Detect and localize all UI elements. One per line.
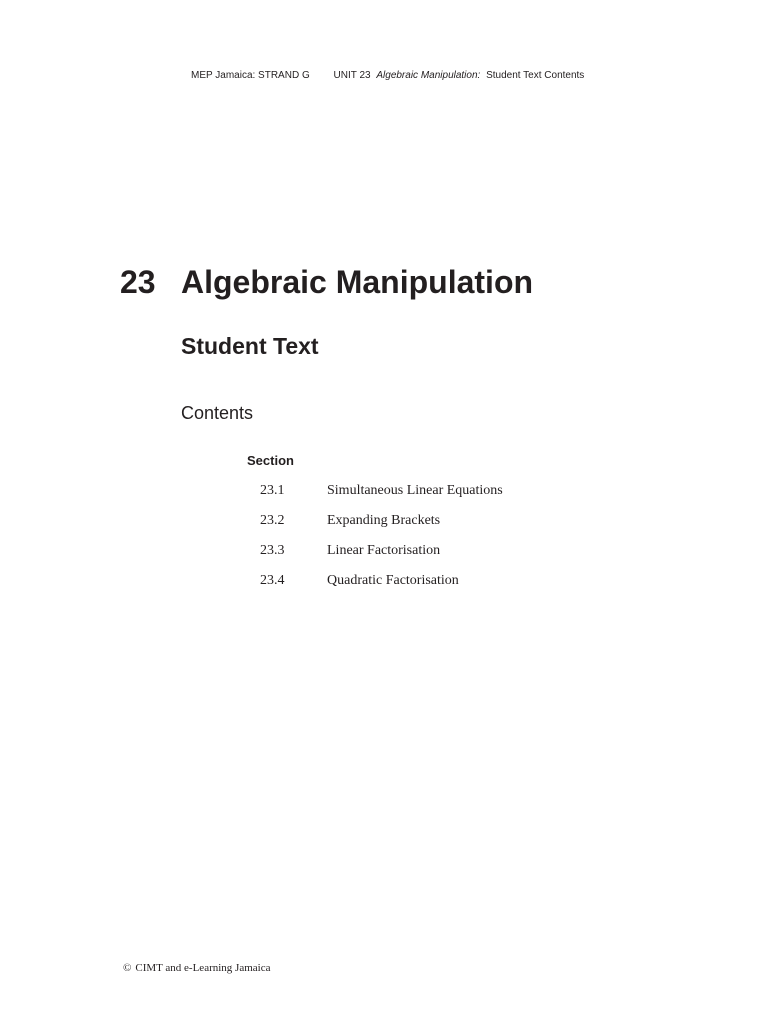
- toc-entry[interactable]: [260, 542, 503, 572]
- toc-section-title: Quadratic Factorisation: [327, 573, 459, 588]
- toc-section-number: 23.4: [260, 573, 285, 588]
- copyright-text: CIMT and e-Learning Jamaica: [135, 962, 271, 974]
- copyright-symbol: ©: [123, 962, 132, 974]
- header-suffix: Student Text Contents: [486, 70, 585, 81]
- section-column-heading: Section: [247, 453, 294, 468]
- toc-section-title: Expanding Brackets: [327, 513, 441, 528]
- toc-entry[interactable]: [260, 482, 503, 512]
- header-strand: MEP Jamaica: STRAND G: [191, 70, 310, 81]
- toc-section-number: 23.1: [260, 483, 285, 498]
- header-unit: UNIT 23: [333, 70, 371, 81]
- running-header: [191, 70, 584, 81]
- contents-heading: Contents: [181, 403, 254, 423]
- copyright-footer: [123, 962, 270, 974]
- toc-entry[interactable]: [260, 572, 503, 602]
- toc-section-number: 23.2: [260, 513, 285, 528]
- toc-entry[interactable]: [260, 512, 503, 542]
- page-title: Algebraic Manipulation: [181, 264, 534, 300]
- unit-number: 23: [120, 264, 156, 300]
- toc-section-number: 23.3: [260, 543, 285, 558]
- table-of-contents: [260, 482, 503, 602]
- toc-section-title: Simultaneous Linear Equations: [327, 483, 503, 498]
- toc-section-title: Linear Factorisation: [327, 543, 441, 558]
- page-subtitle: Student Text: [181, 333, 319, 359]
- header-topic: Algebraic Manipulation:: [376, 70, 481, 81]
